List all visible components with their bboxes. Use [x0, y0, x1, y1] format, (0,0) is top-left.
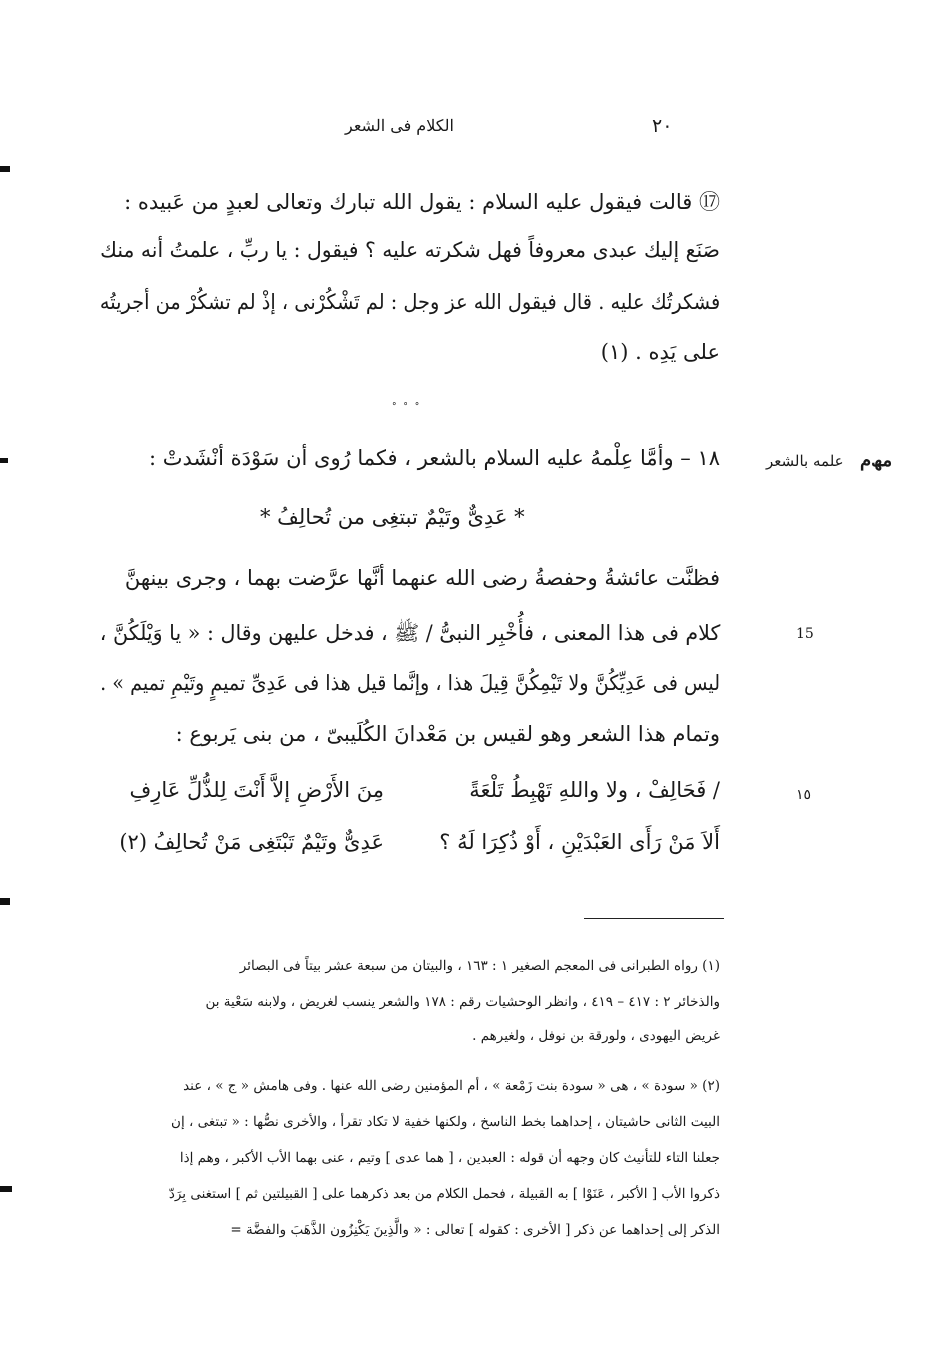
footnote-line: البيت الثانى حاشيتان ، إحداهما بخط الناسخ ، ولكنها خفية لا تكاد تقرأ ، والأخرى نصُّها : « تبتغى ، إن	[171, 1114, 720, 1130]
text-line: صَنَع إليك عبدى معروفاً فهل شكرته عليه ؟ فيقول : يا ربِّ ، علمتُ أنه منك	[100, 238, 720, 262]
footnote-rule	[584, 918, 724, 919]
text-line: ⑰ قالت فيقول عليه السلام : يقول الله تبارك وتعالى لعبدٍ من عَبيده :	[124, 190, 720, 214]
poem-hemistich: / فَحَالِفْ ، ولا واللهِ تَهْبِطُ تَلْعَةً	[469, 778, 720, 802]
scan-mark	[0, 898, 10, 905]
text-line: ليس فى عَدِيِّكُنَّ ولا تَيْمِكُنَّ قِيلَ هذا ، وإنَّما قيل هذا فى عَدِىِّ تميمٍ وتَيْمِ تميم » .	[100, 671, 720, 695]
footnote-line: والذخائر ٢ : ٤١٧ – ٤١٩ ، وانظر الوحشيات رقم : ١٧٨ والشعر ينسب لغريض ، ولابنه سَعْية بن	[205, 994, 720, 1010]
text-line: فظنَّت عائشةُ وحفصةُ رضى الله عنهما أنَّها عرَّضت بهما ، وجرى بينهنَّ	[124, 566, 720, 590]
line-number: ١٥	[796, 787, 812, 803]
verse-line: * عَدِىٌّ وتَيْمٌ تبتغِى من تُحالِفُ *	[260, 505, 525, 529]
margin-symbol: ﻣﮫ‌م	[860, 450, 893, 471]
section-divider: ° ° °	[392, 402, 422, 412]
margin-note: علمه بالشعر	[766, 452, 844, 470]
footnote-line: (١) رواه الطبرانى فى المعجم الصغير ١ : ١٦٣ ، والبيتان من سبعة عشر بيتاً فى البصائر	[239, 958, 720, 974]
footnote-line: غريض اليهودى ، ولورقة بن نوفل ، ولغيرهم .	[472, 1028, 720, 1044]
poem-hemistich: مِنَ الأَرْضِ إلاَّ أَنْتَ لِلذُّلِّ عَارِفِ	[129, 778, 384, 802]
footnote-line: (٢) « سودة » ، هى « سودة بنت زَمْعة » ، أم المؤمنين رضى الله عنها . وفى هامش « ج » ، عند	[183, 1078, 720, 1094]
scan-mark	[0, 1186, 12, 1192]
line-number: 15	[796, 626, 814, 642]
page-number: ٢٠	[652, 115, 673, 137]
text-line: وتمام هذا الشعر وهو لقيس بن مَعْدانَ الكُلَيبىّ ، من بنى يَربوع :	[175, 722, 720, 746]
footnote-line: الذكر إلى إحداهما عن ذكر [ الأخرى : كقوله ] تعالى : « والَّذِينَ يَكْنِزُون الذَّهَبَ والفضَّة =	[230, 1222, 720, 1238]
text-line: كلام فى هذا المعنى ، فأُخْبِر النبىُّ / ﷺ ، فدخل عليهن وقال : « يا وَيْلَكُنَّ ،	[99, 621, 720, 645]
poem-hemistich: عَدِىٌّ وتَيْمٌ تَبْتَغِى مَنْ تُحالِفُ (٢)	[119, 830, 384, 854]
poem-hemistich: أَلاَ مَنْ رَأَى العَبْدَيْنِ ، أَوْ ذُكِرَا لَهُ ؟	[439, 830, 720, 854]
scan-mark	[0, 458, 8, 463]
running-title: الكلام فى الشعر	[345, 116, 454, 135]
scan-mark	[0, 166, 10, 172]
text-line: على يَدِه . (١)	[600, 340, 720, 364]
footnote-line: جعلنا التاء للتأنيث كان وجهه أن قوله : العبدين ، [ هما عدى ] وتيم ، عنى بهما الأب الأكبر ، وهم إذا	[179, 1150, 720, 1166]
footnote-line: ذكروا الأب [ الأكبر ، عَنَوْا ] به القبيلة ، فحمل الكلام من بعد ذكرهما على [ القبيلتين ثم ] استغنى بِرَدّ	[168, 1186, 720, 1202]
text-line: ١٨ – وأمَّا عِلْمهُ عليه السلام بالشعر ، فكما رُوى أن سَوْدَة أنْشَدتْ :	[148, 446, 720, 470]
text-line: فشكرتُك عليه . قال فيقول الله عز وجل : لم تَشْكُرْنى ، إذْ لم تشكُرْ من أجريتُه	[99, 290, 720, 314]
